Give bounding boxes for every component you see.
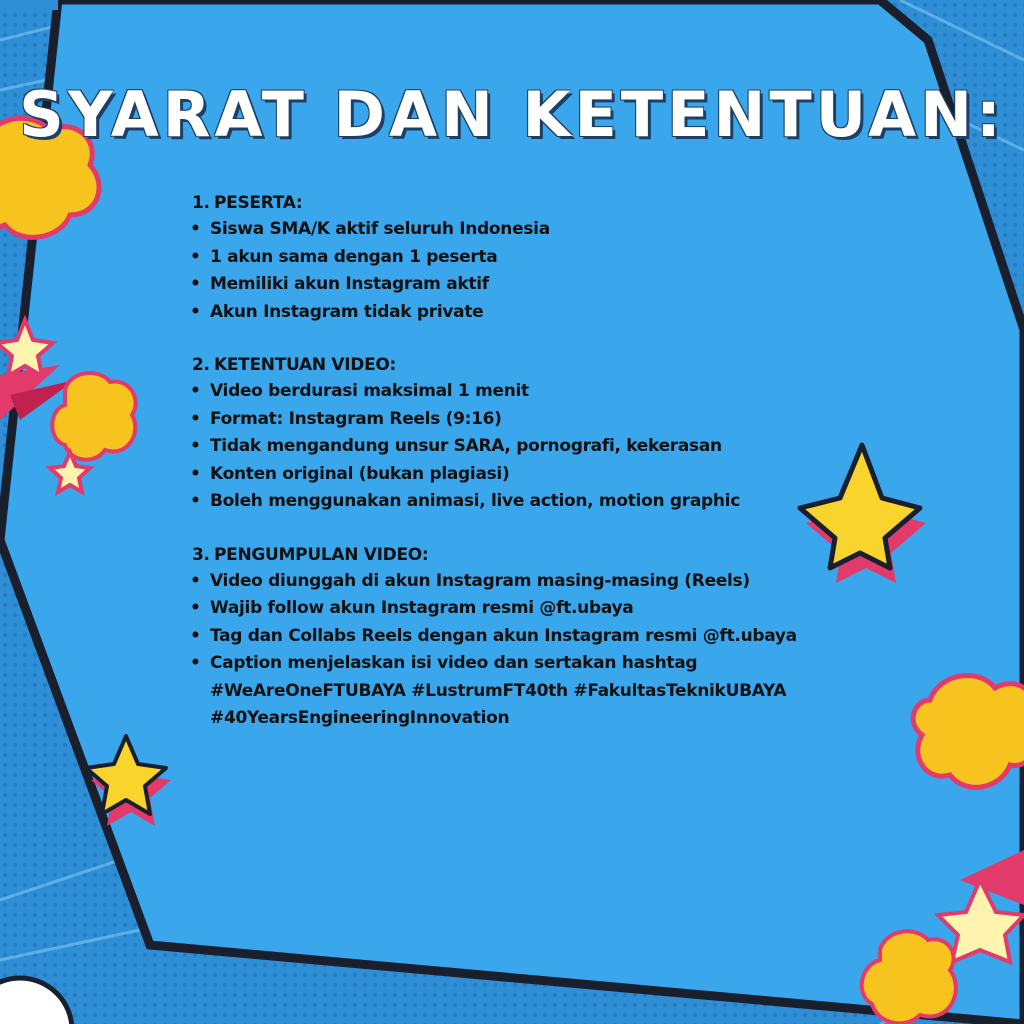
requirement-list bbox=[188, 378, 878, 516]
section-pengumpulan-video bbox=[188, 542, 878, 733]
requirement-list bbox=[188, 216, 878, 326]
section-number: 3. bbox=[192, 544, 210, 565]
list-item: • Boleh menggunakan animasi, live action, motion graphic bbox=[188, 488, 878, 516]
hashtags-line: #WeAreOneFTUBAYA #LustrumFT40th #FakultasTeknikUBAYA bbox=[210, 680, 787, 701]
list-item: • Konten original (bukan plagiasi) bbox=[188, 461, 878, 489]
list-item: • Video berdurasi maksimal 1 menit bbox=[188, 378, 878, 406]
list-item: • Akun Instagram tidak private bbox=[188, 299, 878, 327]
list-item: • Caption menjelaskan isi video dan sertakan hashtag bbox=[188, 650, 878, 678]
section-heading bbox=[192, 352, 878, 378]
section-number: 2. bbox=[192, 355, 210, 375]
hashtags-line: #40YearsEngineeringInnovation bbox=[210, 708, 510, 728]
list-item: • Memiliki akun Instagram aktif bbox=[188, 271, 878, 299]
section-title: KETENTUAN VIDEO: bbox=[214, 355, 397, 375]
list-item: • Tag dan Collabs Reels dengan akun Instagram resmi @ft.ubaya bbox=[188, 623, 878, 651]
list-item: • Tidak mengandung unsur SARA, pornografi, kekerasan bbox=[188, 433, 878, 461]
terms-content bbox=[188, 190, 878, 759]
section-peserta bbox=[188, 190, 878, 326]
section-number: 1. bbox=[192, 193, 210, 213]
requirement-list bbox=[188, 568, 878, 678]
section-heading bbox=[192, 542, 878, 568]
section-title: PENGUMPULAN VIDEO: bbox=[214, 544, 429, 565]
section-ketentuan-video bbox=[188, 352, 878, 516]
list-item: • Wajib follow akun Instagram resmi @ft.ubaya bbox=[188, 595, 878, 623]
list-item: • 1 akun sama dengan 1 peserta bbox=[188, 244, 878, 272]
section-heading bbox=[192, 190, 878, 216]
page-title: SYARAT DAN KETENTUAN: bbox=[19, 78, 1005, 151]
list-item: • Siswa SMA/K aktif seluruh Indonesia bbox=[188, 216, 878, 244]
list-item: • Format: Instagram Reels (9:16) bbox=[188, 406, 878, 434]
list-item: • Video diunggah di akun Instagram masing-masing (Reels) bbox=[188, 568, 878, 596]
section-title: PESERTA: bbox=[214, 193, 303, 213]
